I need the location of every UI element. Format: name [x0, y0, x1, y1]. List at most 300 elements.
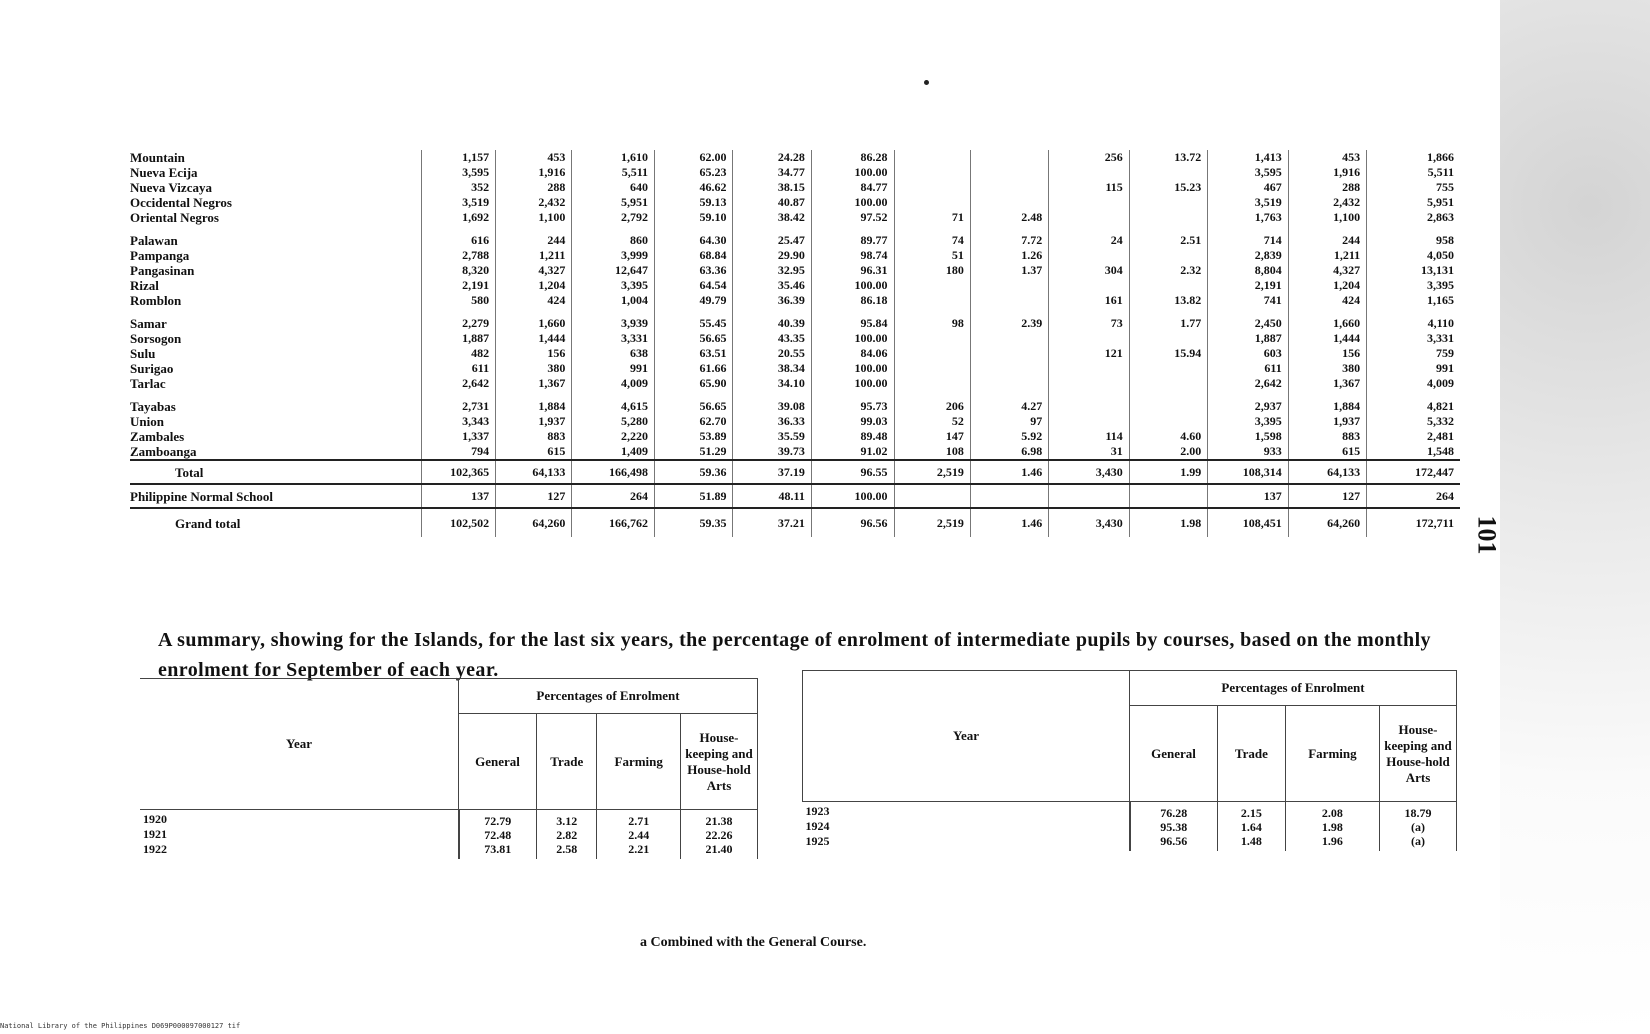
cell-value: 100.00: [811, 484, 894, 508]
year-label: 1922: [143, 842, 167, 856]
cell-value: 1,100: [1288, 210, 1366, 225]
percent-value: (a): [1411, 819, 1425, 834]
row-label: Tayabas: [130, 399, 176, 414]
cell-value: 180: [894, 263, 970, 278]
cell-value: 97.52: [811, 210, 894, 225]
cell-value: 580: [421, 293, 495, 308]
cell-value: 24: [1049, 233, 1130, 248]
cell-value: 20.55: [733, 346, 811, 361]
cell-value: 1,598: [1208, 429, 1289, 444]
cell-value: 4,110: [1367, 316, 1460, 331]
cell-value: 15.94: [1129, 346, 1207, 361]
cell-value: 1.77: [1129, 316, 1207, 331]
cell-value: [1049, 248, 1130, 263]
cell-value: [1129, 484, 1207, 508]
cell-value: 4.60: [1129, 429, 1207, 444]
cell-value: 2.48: [970, 210, 1048, 225]
cell-value: 98: [894, 316, 970, 331]
col-general-values: [459, 810, 537, 860]
cell-value: 89.48: [811, 429, 894, 444]
cell-value: 4,327: [496, 263, 572, 278]
cell-value: [970, 150, 1048, 165]
cell-value: 256: [1049, 150, 1130, 165]
cell-value: 91.02: [811, 444, 894, 460]
cell-value: 741: [1208, 293, 1289, 308]
cell-value: 7.72: [970, 233, 1048, 248]
grand-row: [130, 508, 1460, 537]
cell-value: 2,788: [421, 248, 495, 263]
cell-value: 640: [572, 180, 655, 195]
row-label: Pampanga: [130, 248, 190, 263]
cell-value: [1129, 278, 1207, 293]
row-label: Zamboanga: [130, 444, 197, 459]
cell-value: 1,444: [496, 331, 572, 346]
col-farming: Farming: [1285, 706, 1379, 802]
cell-value: 63.36: [655, 263, 733, 278]
cell-value: 304: [1049, 263, 1130, 278]
cell-value: 4,615: [572, 399, 655, 414]
cell-value: 102,365: [421, 460, 495, 484]
cell-value: 2,642: [1208, 376, 1289, 391]
year-header: Year: [803, 671, 1130, 802]
cell-value: 127: [1288, 484, 1366, 508]
cell-value: 48.11: [733, 484, 811, 508]
cell-value: [894, 293, 970, 308]
province-row: [130, 150, 1460, 165]
cell-value: 62.70: [655, 414, 733, 429]
province-row: [130, 399, 1460, 414]
cell-value: 55.45: [655, 316, 733, 331]
cell-value: 38.15: [733, 180, 811, 195]
percent-value: 2.71: [628, 813, 650, 828]
cell-value: 2,432: [496, 195, 572, 210]
cell-value: [894, 484, 970, 508]
cell-value: 5,511: [572, 165, 655, 180]
cell-value: 108,314: [1208, 460, 1289, 484]
cell-value: 2,839: [1208, 248, 1289, 263]
cell-value: 5,951: [572, 195, 655, 210]
cell-value: 1,937: [496, 414, 572, 429]
cell-value: 156: [496, 346, 572, 361]
col-trade: Trade: [1217, 706, 1285, 802]
cell-value: 1,409: [572, 444, 655, 460]
percent-value: 1.48: [1240, 833, 1262, 848]
cell-value: [970, 331, 1048, 346]
col-general-values: [1130, 802, 1218, 852]
cell-value: [1129, 376, 1207, 391]
cell-value: 36.33: [733, 414, 811, 429]
cell-value: 4,009: [572, 376, 655, 391]
cell-value: 156: [1288, 346, 1366, 361]
cell-value: 1,937: [1288, 414, 1366, 429]
col-general: General: [1130, 706, 1218, 802]
cell-value: [970, 293, 1048, 308]
row-label: Mountain: [130, 150, 185, 165]
percent-value: 2.15: [1240, 805, 1262, 820]
cell-value: 2,191: [421, 278, 495, 293]
cell-value: [970, 346, 1048, 361]
row-label: Tarlac: [130, 376, 166, 391]
province-row: [130, 376, 1460, 391]
cell-value: [1049, 484, 1130, 508]
cell-value: 1,211: [1288, 248, 1366, 263]
cell-value: 102,502: [421, 508, 495, 537]
cell-value: 29.90: [733, 248, 811, 263]
cell-value: 467: [1208, 180, 1289, 195]
province-row: [130, 316, 1460, 331]
cell-value: 96.56: [811, 508, 894, 537]
year-list: [803, 802, 1130, 852]
cell-value: 100.00: [811, 376, 894, 391]
cell-value: 860: [572, 233, 655, 248]
cell-value: [1129, 361, 1207, 376]
cell-value: 51.89: [655, 484, 733, 508]
cell-value: 2,191: [1208, 278, 1289, 293]
cell-value: 2.51: [1129, 233, 1207, 248]
cell-value: 59.35: [655, 508, 733, 537]
cell-value: 51: [894, 248, 970, 263]
cell-value: 424: [1288, 293, 1366, 308]
cell-value: 1,660: [496, 316, 572, 331]
cell-value: [894, 376, 970, 391]
cell-value: [1049, 195, 1130, 210]
cell-value: 2,519: [894, 508, 970, 537]
cell-value: 89.77: [811, 233, 894, 248]
cell-value: 61.66: [655, 361, 733, 376]
cell-value: 1.98: [1129, 508, 1207, 537]
cell-value: [894, 361, 970, 376]
cell-value: 883: [1288, 429, 1366, 444]
cell-value: 2.32: [1129, 263, 1207, 278]
cell-value: [894, 180, 970, 195]
row-label: Romblon: [130, 293, 182, 308]
col-farming-values: [1285, 802, 1379, 852]
cell-value: 64,260: [496, 508, 572, 537]
cell-value: 638: [572, 346, 655, 361]
cell-value: 127: [496, 484, 572, 508]
cell-value: 166,762: [572, 508, 655, 537]
cell-value: [970, 180, 1048, 195]
cell-value: 32.95: [733, 263, 811, 278]
cell-value: 114: [1049, 429, 1130, 444]
total-row: [130, 460, 1460, 484]
percent-value: 2.58: [556, 841, 578, 856]
cell-value: 1,367: [496, 376, 572, 391]
cell-value: 991: [1367, 361, 1460, 376]
cell-value: 64,133: [496, 460, 572, 484]
summary-values-row: [803, 802, 1457, 852]
cell-value: 615: [1288, 444, 1366, 460]
cell-value: 36.39: [733, 293, 811, 308]
cell-value: 3,519: [1208, 195, 1289, 210]
cell-value: 38.42: [733, 210, 811, 225]
cell-value: 1,660: [1288, 316, 1366, 331]
cell-value: 63.51: [655, 346, 733, 361]
summary-values-row: [140, 810, 758, 860]
row-label: Oriental Negros: [130, 210, 219, 225]
cell-value: 264: [572, 484, 655, 508]
col-trade-values: [1217, 802, 1285, 852]
year-label: 1923: [805, 804, 830, 818]
cell-value: 100.00: [811, 165, 894, 180]
col-household: House-keeping and House-hold Arts: [681, 714, 758, 810]
cell-value: 51.29: [655, 444, 733, 460]
percent-value: 22.26: [705, 827, 733, 842]
province-row: [130, 444, 1460, 460]
cell-value: 147: [894, 429, 970, 444]
percentages-header: Percentages of Enrolment: [1130, 671, 1457, 706]
cell-value: 5,511: [1367, 165, 1460, 180]
percent-value: 76.28: [1160, 805, 1188, 820]
province-row: [130, 180, 1460, 195]
row-label: Philippine Normal School: [130, 484, 421, 508]
cell-value: [894, 165, 970, 180]
cell-value: [1049, 414, 1130, 429]
province-row: [130, 248, 1460, 263]
cell-value: 49.79: [655, 293, 733, 308]
cell-value: 5,280: [572, 414, 655, 429]
cell-value: 352: [421, 180, 495, 195]
cell-value: 64.54: [655, 278, 733, 293]
percent-value: 21.38: [705, 813, 733, 828]
cell-value: 3,331: [572, 331, 655, 346]
cell-value: 5,332: [1367, 414, 1460, 429]
province-row: [130, 414, 1460, 429]
cell-value: 86.28: [811, 150, 894, 165]
cell-value: 39.08: [733, 399, 811, 414]
cell-value: 1,548: [1367, 444, 1460, 460]
year-label: 1920: [143, 812, 167, 826]
percent-value: 18.79: [1404, 805, 1432, 820]
cell-value: 615: [496, 444, 572, 460]
cell-value: 2,731: [421, 399, 495, 414]
cell-value: [1129, 210, 1207, 225]
cell-value: [1049, 165, 1130, 180]
cell-value: 3,331: [1367, 331, 1460, 346]
province-row: [130, 278, 1460, 293]
cell-value: 15.23: [1129, 180, 1207, 195]
cell-value: 64.30: [655, 233, 733, 248]
cell-value: 96.31: [811, 263, 894, 278]
cell-value: 482: [421, 346, 495, 361]
cell-value: [970, 376, 1048, 391]
province-row: [130, 195, 1460, 210]
cell-value: 73: [1049, 316, 1130, 331]
cell-value: 288: [1288, 180, 1366, 195]
percent-value: 73.81: [484, 841, 512, 856]
cell-value: 3,999: [572, 248, 655, 263]
cell-value: 1,866: [1367, 150, 1460, 165]
cell-value: 759: [1367, 346, 1460, 361]
cell-value: 96.55: [811, 460, 894, 484]
cell-value: 4,009: [1367, 376, 1460, 391]
cell-value: 206: [894, 399, 970, 414]
col-trade: Trade: [537, 714, 597, 810]
cell-value: 3,595: [421, 165, 495, 180]
cell-value: [894, 195, 970, 210]
cell-value: 611: [421, 361, 495, 376]
cell-value: 2,792: [572, 210, 655, 225]
cell-value: 64,133: [1288, 460, 1366, 484]
cell-value: 1,763: [1208, 210, 1289, 225]
province-row: [130, 346, 1460, 361]
cell-value: 161: [1049, 293, 1130, 308]
row-gap: [130, 391, 1460, 399]
col-household-values: [681, 810, 758, 860]
cell-value: 1.46: [970, 460, 1048, 484]
province-row: [130, 293, 1460, 308]
row-gap: [130, 225, 1460, 233]
cell-value: 6.98: [970, 444, 1048, 460]
cell-value: 100.00: [811, 361, 894, 376]
cell-value: 1,884: [496, 399, 572, 414]
cell-value: 2,642: [421, 376, 495, 391]
cell-value: 883: [496, 429, 572, 444]
cell-value: [1049, 278, 1130, 293]
cell-value: 4,050: [1367, 248, 1460, 263]
cell-value: [1129, 195, 1207, 210]
cell-value: 3,595: [1208, 165, 1289, 180]
cell-value: 1,204: [496, 278, 572, 293]
cell-value: 933: [1208, 444, 1289, 460]
row-label: Sulu: [130, 346, 156, 361]
cell-value: 424: [496, 293, 572, 308]
cell-value: 5,951: [1367, 195, 1460, 210]
cell-value: 1,165: [1367, 293, 1460, 308]
cell-value: 172,447: [1367, 460, 1460, 484]
cell-value: 1,916: [1288, 165, 1366, 180]
scan-edge-shadow: [1500, 0, 1650, 1034]
cell-value: 4,327: [1288, 263, 1366, 278]
cell-value: [970, 165, 1048, 180]
archive-label: National Library of the Philippines D069P000097000127 tif: [0, 1022, 241, 1030]
cell-value: 1,211: [496, 248, 572, 263]
cell-value: 3,430: [1049, 508, 1130, 537]
cell-value: 453: [1288, 150, 1366, 165]
cell-value: 172,711: [1367, 508, 1460, 537]
cell-value: 380: [496, 361, 572, 376]
row-label: Pangasinan: [130, 263, 195, 278]
summary-paragraph: A summary, showing for the Islands, for the last six years, the percentage of enrolment of intermediate pupils by courses, based on the monthly enrolment for September of each year.: [158, 629, 1431, 681]
percent-value: 2.82: [556, 827, 578, 842]
cell-value: 95.84: [811, 316, 894, 331]
cell-value: 616: [421, 233, 495, 248]
cell-value: 1,887: [421, 331, 495, 346]
percentages-header: Percentages of Enrolment: [459, 679, 758, 714]
cell-value: 24.28: [733, 150, 811, 165]
cell-value: 794: [421, 444, 495, 460]
cell-value: 611: [1208, 361, 1289, 376]
percent-value: 1.96: [1321, 833, 1343, 848]
cell-value: 603: [1208, 346, 1289, 361]
year-list: [140, 810, 459, 860]
cell-value: 1,367: [1288, 376, 1366, 391]
cell-value: 13.72: [1129, 150, 1207, 165]
cell-value: 59.36: [655, 460, 733, 484]
cell-value: 1,004: [572, 293, 655, 308]
cell-value: 1.46: [970, 508, 1048, 537]
percent-value: 72.48: [484, 827, 512, 842]
col-household: House-keeping and House-hold Arts: [1380, 706, 1457, 802]
cell-value: 137: [421, 484, 495, 508]
cell-value: 40.39: [733, 316, 811, 331]
year-label: 1921: [143, 827, 167, 841]
cell-value: 53.89: [655, 429, 733, 444]
cell-value: 68.84: [655, 248, 733, 263]
cell-value: [970, 278, 1048, 293]
cell-value: 2,432: [1288, 195, 1366, 210]
cell-value: 46.62: [655, 180, 733, 195]
cell-value: [894, 331, 970, 346]
cell-value: 3,939: [572, 316, 655, 331]
row-label: Nueva Vizcaya: [130, 180, 212, 195]
row-label: Grand total: [130, 508, 421, 537]
cell-value: [1049, 399, 1130, 414]
cell-value: 1,444: [1288, 331, 1366, 346]
cell-value: 99.03: [811, 414, 894, 429]
cell-value: 1,157: [421, 150, 495, 165]
cell-value: 3,519: [421, 195, 495, 210]
cell-value: 8,320: [421, 263, 495, 278]
province-row: [130, 263, 1460, 278]
row-label: Palawan: [130, 233, 178, 248]
cell-value: 64,260: [1288, 508, 1366, 537]
cell-value: 2,937: [1208, 399, 1289, 414]
province-row: [130, 361, 1460, 376]
cell-value: [1129, 165, 1207, 180]
percent-value: 96.56: [1160, 833, 1188, 848]
cell-value: 4.27: [970, 399, 1048, 414]
row-label: Union: [130, 414, 164, 429]
cell-value: 1,100: [496, 210, 572, 225]
cell-value: 1,916: [496, 165, 572, 180]
cell-value: 37.19: [733, 460, 811, 484]
cell-value: 3,430: [1049, 460, 1130, 484]
percent-value: 3.12: [556, 813, 578, 828]
ink-speck: [924, 80, 929, 85]
cell-value: 98.74: [811, 248, 894, 263]
cell-value: 43.35: [733, 331, 811, 346]
cell-value: 108: [894, 444, 970, 460]
cell-value: 35.59: [733, 429, 811, 444]
row-label: Total: [130, 460, 421, 484]
cell-value: 34.77: [733, 165, 811, 180]
percent-value: 2.21: [628, 841, 650, 856]
percent-value: 1.98: [1321, 819, 1343, 834]
cell-value: 115: [1049, 180, 1130, 195]
cell-value: 65.23: [655, 165, 733, 180]
cell-value: 97: [970, 414, 1048, 429]
pns-row: [130, 484, 1460, 508]
footnote: a Combined with the General Course.: [640, 935, 867, 950]
cell-value: 56.65: [655, 331, 733, 346]
cell-value: 2,519: [894, 460, 970, 484]
cell-value: 35.46: [733, 278, 811, 293]
cell-value: 52: [894, 414, 970, 429]
province-row: [130, 429, 1460, 444]
cell-value: 244: [496, 233, 572, 248]
cell-value: 3,343: [421, 414, 495, 429]
cell-value: 71: [894, 210, 970, 225]
percent-value: (a): [1411, 833, 1425, 848]
cell-value: [894, 150, 970, 165]
cell-value: [1129, 331, 1207, 346]
enrolment-table: [130, 150, 1460, 537]
cell-value: 380: [1288, 361, 1366, 376]
cell-value: 100.00: [811, 195, 894, 210]
cell-value: 95.73: [811, 399, 894, 414]
col-general: General: [459, 714, 537, 810]
